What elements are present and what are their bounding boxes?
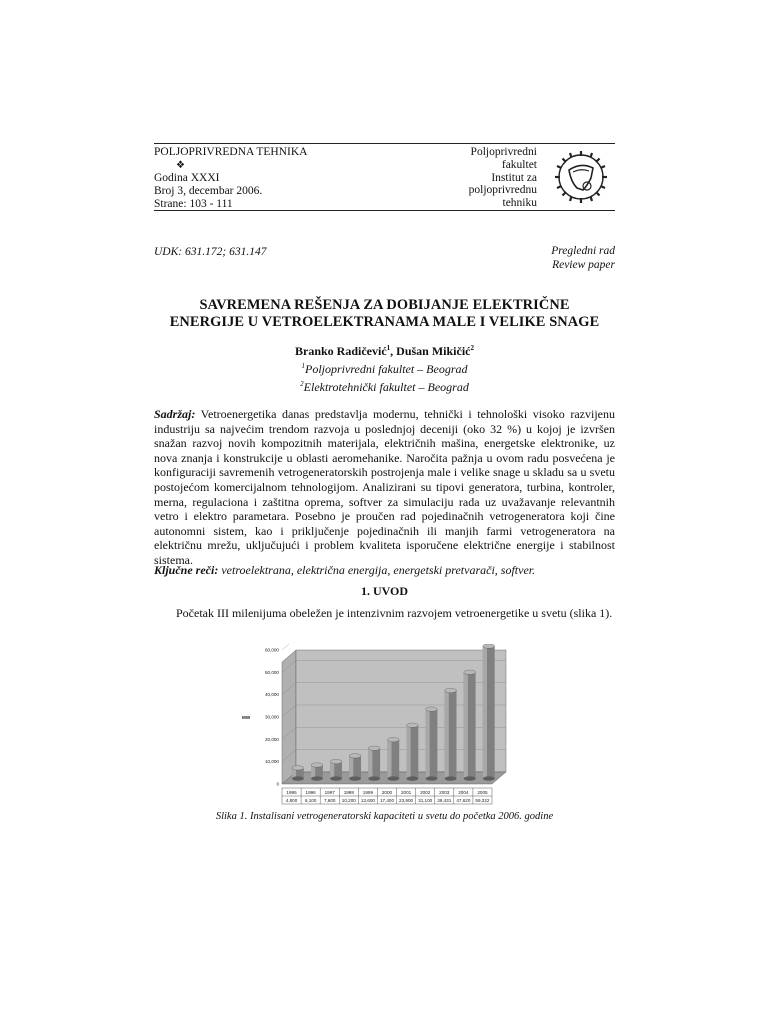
installed-capacity-bar-chart bbox=[236, 644, 522, 812]
x-tick-label: 2000 bbox=[381, 789, 393, 795]
x-tick-label: 1999 bbox=[362, 789, 374, 795]
bar-highlight bbox=[426, 709, 430, 778]
y-tick-label: 10,000 bbox=[264, 759, 279, 765]
data-label: 10,200 bbox=[341, 797, 356, 803]
x-tick-label: 1995 bbox=[286, 789, 297, 795]
x-tick-label: 2005 bbox=[477, 789, 488, 795]
bar-highlight bbox=[368, 748, 372, 778]
y-tick-label: 50,000 bbox=[264, 669, 279, 675]
bar-base bbox=[368, 776, 380, 780]
journal-name: POLJOPRIVREDNA TEHNIKA bbox=[154, 146, 308, 158]
bar-base bbox=[330, 776, 342, 780]
data-label: 31,100 bbox=[418, 797, 433, 803]
journal-year: Godina XXXI bbox=[154, 172, 220, 184]
bar-cap bbox=[464, 670, 476, 674]
y-tick-label: 20,000 bbox=[264, 736, 279, 742]
x-tick-label: 2002 bbox=[420, 789, 431, 795]
affiliation-1-text: Poljoprivredni fakultet – Beograd bbox=[304, 362, 468, 376]
figure-caption: Slika 1. Instalisani vetrogeneratorski kapaciteti u svetu do početka 2006. godine bbox=[215, 811, 554, 822]
bar-highlight bbox=[464, 672, 468, 778]
author-2-affiliation-mark: 2 bbox=[470, 344, 474, 352]
institution-line: fakultet bbox=[501, 158, 537, 171]
bar-cap bbox=[426, 707, 438, 711]
journal-info bbox=[154, 146, 307, 211]
paper-title bbox=[154, 297, 615, 331]
x-tick-label: 1996 bbox=[305, 789, 316, 795]
data-label: 59,322 bbox=[475, 797, 490, 803]
bar-highlight bbox=[387, 740, 391, 779]
abstract-label: Sadržaj: bbox=[154, 407, 196, 421]
bar-highlight bbox=[406, 725, 410, 778]
diamond-separator-icon: ❖ bbox=[176, 160, 185, 171]
bar-base bbox=[426, 776, 438, 780]
bar-base bbox=[406, 776, 418, 780]
bar-highlight bbox=[330, 762, 334, 779]
author-list bbox=[154, 344, 615, 359]
institution-line: Institut za bbox=[491, 171, 537, 184]
bar-base bbox=[349, 776, 361, 780]
journal-header bbox=[154, 143, 615, 211]
author-1: Branko Radičević bbox=[294, 344, 387, 358]
affiliation-1-mark: 1 bbox=[301, 362, 305, 370]
y-tick-label: 60,000 bbox=[264, 647, 279, 653]
abstract-text: Vetroenergetika danas predstavlja modernu, tehnički i tehnološki visoko razvijenu industriju sa najvećim trendom razvoja u poslednjoj deceniji (oko 32 %) u kojoj je izvršen snažan razvoj novih kompozitnih materijala, električnih mašina, energetske elektronike, uz nova znanja i konstrukcije u oblasti aeromehanike. Naročita pažnja u ovom radu posvećena je konfiguraciji savremenih vetrogeneratorskih postrojenja male i velike snage u skladu sa u svetu postojećom komercijalnom tehnologijom. Analizirani su tipovi generatora, turbina, kontroler, merna, regulaciona i zaštitna oprema, softver za simulaciju rada uz uvažavanje relevantnih vetro i elektro parametara. Posebno je proučen rad pojedinačnih vetrogeneratora koji čine autonomni sistem, kao i priključenje pojedinačnih ili manjih farmi vetrogeneratora na električnu mrežu, uključujući i problem kvaliteta isporučene električne energije i stabilnost sistema. bbox=[154, 407, 615, 567]
institution-line: poljoprivrednu bbox=[468, 184, 537, 197]
bar-base bbox=[311, 776, 323, 780]
bar-cap bbox=[387, 738, 399, 742]
bar-cap bbox=[406, 723, 418, 727]
y-tick-label: 0 bbox=[276, 781, 279, 787]
author-2: Dušan Mikičić bbox=[396, 344, 471, 358]
x-tick-label: 2001 bbox=[400, 789, 412, 795]
paper-type bbox=[551, 245, 615, 272]
bar-highlight bbox=[445, 691, 449, 779]
data-label: 13,600 bbox=[360, 797, 375, 803]
keywords-label: Ključne reči: bbox=[154, 563, 219, 577]
journal-pages: Strane: 103 - 111 bbox=[154, 198, 233, 210]
data-label: 39,431 bbox=[437, 797, 452, 803]
bar-base bbox=[387, 776, 399, 780]
bar-highlight bbox=[483, 646, 487, 778]
affiliation-2 bbox=[154, 380, 615, 395]
bar-cap bbox=[292, 766, 304, 770]
keywords bbox=[154, 563, 615, 578]
author-1-affiliation-mark: 1 bbox=[386, 344, 391, 352]
bar-cap bbox=[368, 746, 380, 750]
affiliation-2-mark: 2 bbox=[300, 380, 304, 388]
x-tick-label: 2003 bbox=[439, 789, 450, 795]
chart-side-wall bbox=[282, 650, 296, 784]
abstract bbox=[154, 407, 615, 568]
data-label: 7,600 bbox=[323, 797, 336, 803]
institution-info bbox=[437, 146, 537, 210]
x-tick-label: 1998 bbox=[343, 789, 354, 795]
keywords-text: vetroelektrana, električna energija, energetski pretvarači, softver. bbox=[218, 563, 536, 577]
body-paragraph: Početak III milenijuma obeležen je intenzivnim razvojem vetroenergetike u svetu (slika 1). bbox=[176, 606, 613, 620]
bar-cap bbox=[483, 644, 495, 648]
affiliation-1 bbox=[154, 362, 615, 377]
bar-cap bbox=[349, 754, 361, 758]
journal-issue: Broj 3, decembar 2006. bbox=[154, 185, 263, 197]
x-tick-label: 1997 bbox=[324, 789, 335, 795]
gear-tractor-seal-icon bbox=[549, 148, 613, 206]
bar-base bbox=[464, 776, 476, 780]
bar-base bbox=[445, 776, 457, 780]
bar-base bbox=[292, 776, 304, 780]
bar-cap bbox=[330, 759, 342, 763]
udk-code: UDK: 631.172; 631.147 bbox=[154, 246, 267, 258]
bar-highlight bbox=[349, 756, 353, 779]
affiliation-2-text: Elektrotehnički fakultet – Beograd bbox=[303, 380, 469, 394]
section-heading: 1. UVOD bbox=[360, 584, 409, 598]
data-label: 4,800 bbox=[285, 797, 298, 803]
paper-type-sr: Pregledni rad bbox=[551, 245, 615, 257]
y-axis-label: MW bbox=[242, 715, 251, 720]
x-tick-label: 2004 bbox=[458, 789, 469, 795]
author-separator: , bbox=[390, 344, 397, 358]
title-line-1: SAVREMENA REŠENJA ZA DOBIJANJE ELEKTRIČNE bbox=[199, 297, 570, 313]
gridline-diagonal bbox=[282, 644, 296, 650]
institution-line: Poljoprivredni bbox=[470, 146, 537, 158]
data-label: 47,620 bbox=[456, 797, 471, 803]
data-label: 17,400 bbox=[379, 797, 395, 803]
y-tick-label: 40,000 bbox=[264, 692, 279, 698]
paper-type-en: Review paper bbox=[552, 258, 615, 271]
institution-line: tehniku bbox=[502, 197, 537, 210]
bar-base bbox=[483, 776, 495, 780]
bar-cap bbox=[445, 688, 457, 692]
data-label: 23,900 bbox=[399, 797, 414, 803]
bar-cap bbox=[311, 763, 323, 767]
title-line-2: ENERGIJE U VETROELEKTRANAMA MALE I VELIKE SNAGE bbox=[169, 314, 600, 330]
y-tick-label: 30,000 bbox=[264, 714, 279, 720]
data-label: 6,100 bbox=[304, 797, 317, 803]
